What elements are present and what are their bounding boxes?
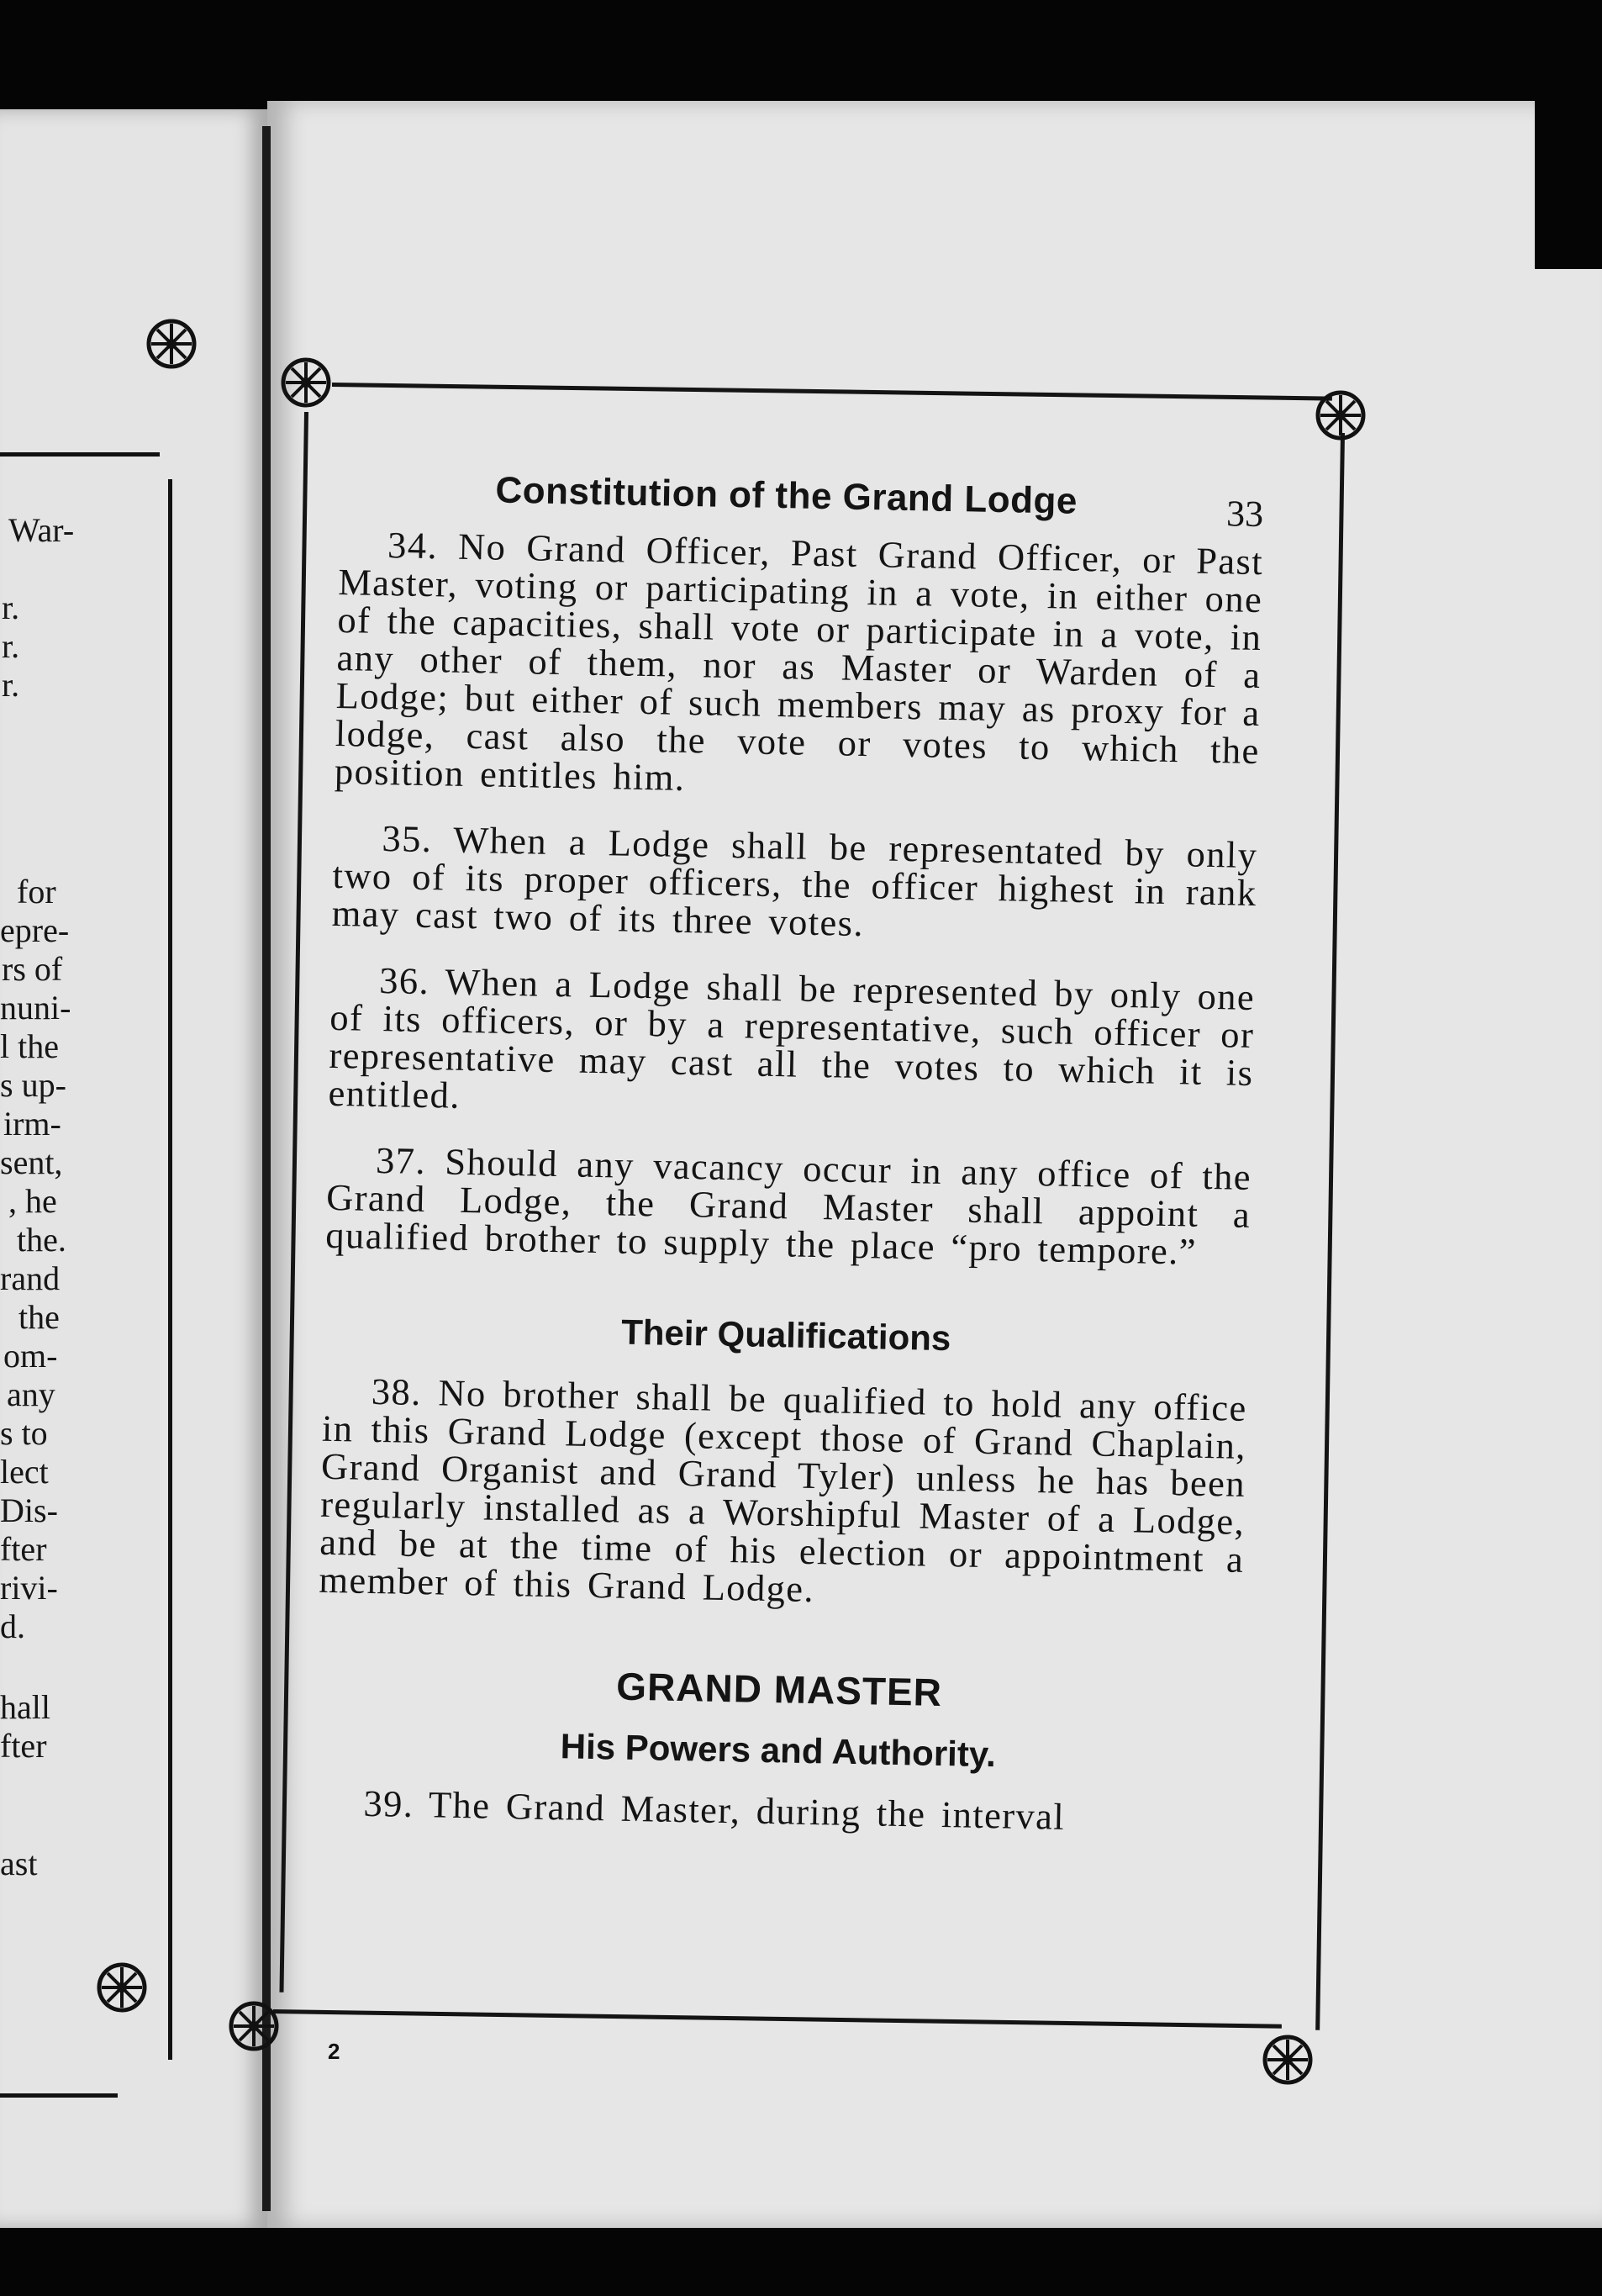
left-fragment: om- — [3, 1337, 58, 1375]
left-fragment: the. — [17, 1221, 66, 1259]
left-fragment: s to — [0, 1414, 48, 1452]
rosette-icon — [279, 356, 333, 409]
left-fragment: fter — [0, 1530, 47, 1568]
left-fragment: , he — [8, 1182, 57, 1220]
left-fragment: rs of — [2, 950, 63, 988]
left-fragment: d. — [0, 1607, 25, 1645]
page-gutter — [262, 126, 271, 2211]
left-fragment: Dis- — [0, 1491, 58, 1529]
left-fragment: ast — [0, 1845, 38, 1882]
page-body — [314, 467, 1265, 1839]
left-fragment: hall — [0, 1688, 50, 1726]
paragraph-35: 35. When a Lodge shall be representated by only two of its proper officers, the officer highest in rank may cast two of its three votes. — [331, 817, 1258, 945]
left-fragment: War- — [8, 511, 75, 549]
left-fragment: the — [18, 1298, 60, 1336]
left-fragment: irm- — [3, 1105, 61, 1143]
paragraph-39: 39. The Grand Master, during the interval — [363, 1781, 1066, 1838]
paragraph-37: 37. Should any vacancy occur in any office of the Grand Lodge, the Grand Master shall appoint a qualified brother to supply the place “pro tempore.” — [324, 1138, 1252, 1273]
paragraph-36: 36. When a Lodge shall be represented by only one of its officers, or by a representative, such officer or representative may cast all the votes to which it is entitled. — [328, 959, 1256, 1116]
left-fragment: s up- — [0, 1066, 66, 1104]
rosette-icon — [1261, 2033, 1315, 2087]
powers-subheading: His Powers and Authority. — [560, 1726, 997, 1775]
left-frame-right-rule — [168, 479, 172, 2060]
rosette-icon — [227, 1999, 281, 2053]
rosette-icon — [1314, 388, 1367, 442]
left-fragment: r. — [2, 666, 20, 704]
paragraph-38: 38. No brother shall be qualified to hold any office in this Grand Lodge (except those of Grand Chaplain, Grand Organist and Grand Tyler) unless he has been regularly installed as a Worshipful Master of a Lodge, and be at the time of his election or appointment a member of this Grand Lodge. — [319, 1370, 1248, 1611]
left-fragment: fter — [0, 1727, 47, 1765]
left-fragment: nuni- — [0, 989, 71, 1027]
left-fragment: for — [17, 873, 56, 910]
left-fragment: rivi- — [0, 1569, 58, 1607]
paragraph-34: 34. No Grand Officer, Past Grand Officer, or Past Master, voting or participating in a vote, in either one of the capacities, shall vote or participate in a vote, in any other of them, nor as Master or Warden of a Lodge; but either of such members may as proxy for a lodge, cast also the vote or votes to which the position entitles him. — [334, 524, 1264, 799]
page-number: 33 — [1225, 493, 1264, 536]
left-page — [0, 109, 267, 2228]
left-fragment: l the — [0, 1027, 59, 1065]
qualifications-heading: Their Qualifications — [620, 1312, 951, 1359]
running-title: Constitution of the Grand Lodge — [495, 469, 1078, 522]
left-fragment: any — [7, 1375, 55, 1413]
left-fragment: epre- — [0, 911, 70, 949]
left-fragment: lect — [0, 1453, 49, 1491]
left-fragment: rand — [0, 1259, 61, 1297]
grand-master-heading: GRAND MASTER — [615, 1664, 943, 1715]
left-page-text-fragments — [0, 109, 168, 2211]
left-fragment: r. — [2, 589, 20, 626]
left-fragment: sent, — [0, 1143, 63, 1181]
printer-signature-mark: 2 — [328, 2039, 340, 2064]
scan-background-corner — [1535, 0, 1602, 269]
left-fragment: r. — [2, 627, 20, 665]
